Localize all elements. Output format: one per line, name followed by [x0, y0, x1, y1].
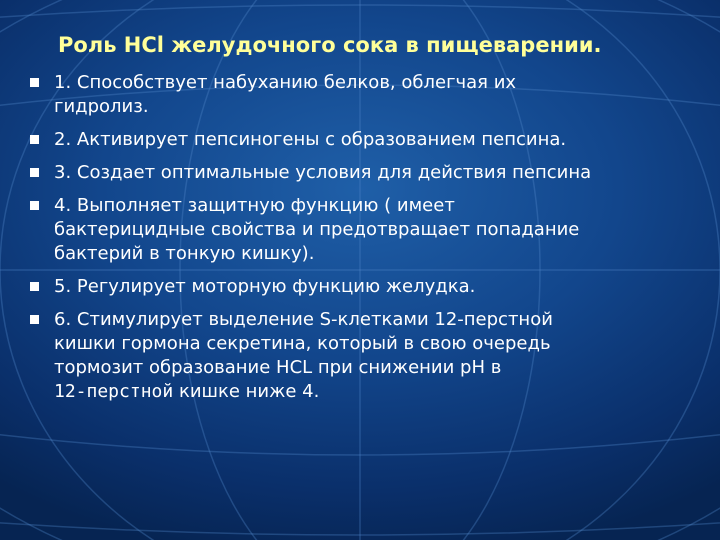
bullet-list — [30, 71, 700, 413]
bullet-text: 2. Активирует пепсиногены с образованием пепсина. — [54, 129, 567, 150]
bullet-text-main: 6. Стимулирует выделение S-клетками 12-перстной кишки гормона секретина, который в свою очередь тормозит образование HCL при снижении pH в — [54, 309, 553, 378]
bullet-text-mono-fragment: 12-перстной — [54, 381, 174, 402]
bullet-item-4 — [30, 194, 700, 266]
bullet-item-3 — [30, 161, 700, 185]
bullet-item-2 — [30, 128, 700, 152]
square-bullet-icon — [30, 282, 39, 291]
square-bullet-icon — [30, 201, 39, 210]
slide-title: Роль HCl желудочного сока в пищеварении. — [58, 33, 602, 57]
bullet-item-1 — [30, 71, 700, 119]
bullet-text: 4. Выполняет защитную функцию ( имеет бактерицидные свойства и предотвращает попадание бактерий в тонкую кишку). — [54, 195, 580, 264]
square-bullet-icon — [30, 135, 39, 144]
square-bullet-icon — [30, 168, 39, 177]
bullet-text: 5. Регулирует моторную функцию желудка. — [54, 276, 476, 297]
bullet-item-5 — [30, 275, 700, 299]
bullet-text-6 — [54, 308, 700, 404]
bullet-item-6 — [30, 308, 700, 404]
square-bullet-icon — [30, 315, 39, 324]
bullet-text: 1. Способствует набуханию белков, облегчая их гидролиз. — [54, 72, 517, 117]
bullet-text: 3. Создает оптимальные условия для действия пепсина — [54, 162, 592, 183]
bullet-text-ending: кишке ниже 4. — [173, 381, 320, 402]
square-bullet-icon — [30, 78, 39, 87]
